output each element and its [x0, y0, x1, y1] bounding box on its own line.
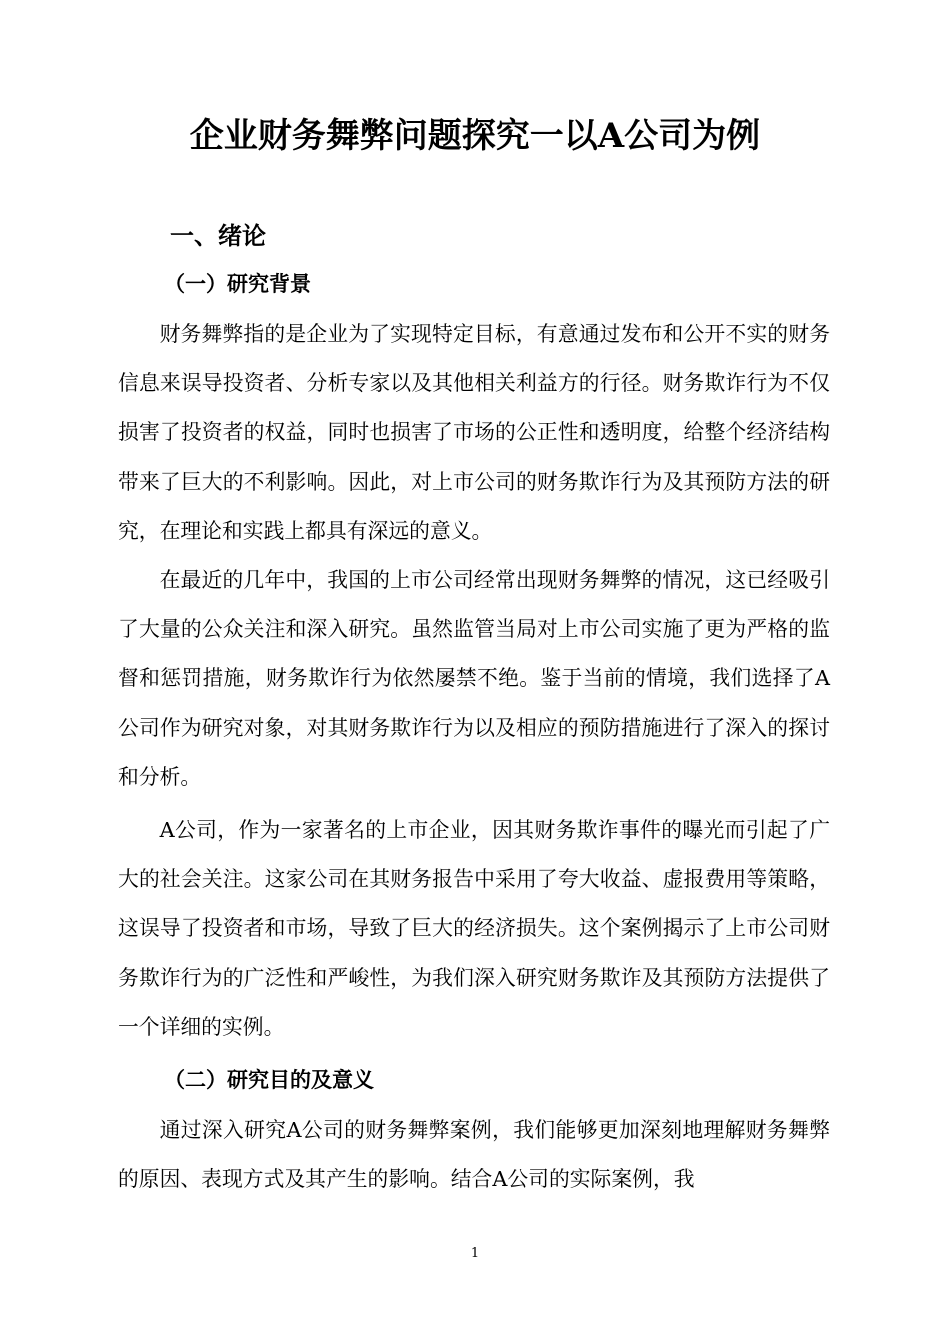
- paragraph-background-2: 在最近的几年中，我国的上市公司经常出现财务舞弊的情况，这已经吸引了大量的公众关注和深入研究。虽然监管当局对上市公司实施了更为严格的监督和惩罚措施，财务欺诈行为依然屡禁不绝。鉴于当前的情境，我们选择了A公司作为研究对象，对其财务欺诈行为以及相应的预防措施进行了深入的探讨和分析。: [118, 568, 830, 789]
- paragraph-background-3: A公司，作为一家著名的上市企业，因其财务欺诈事件的曝光而引起了广大的社会关注。这家公司在其财务报告中采用了夸大收益、虚报费用等策略，这误导了投资者和市场，导致了巨大的经济损失。这个案例揭示了上市公司财务欺诈行为的广泛性和严峻性，为我们深入研究财务欺诈及其预防方法提供了一个详细的实例。: [118, 818, 830, 1039]
- paragraph-background-1: 财务舞弊指的是企业为了实现特定目标，有意通过发布和公开不实的财务信息来误导投资者、分析专家以及其他相关利益方的行径。财务欺诈行为不仅损害了投资者的权益，同时也损害了市场的公正性和透明度，给整个经济结构带来了巨大的不利影响。因此，对上市公司的财务欺诈行为及其预防方法的研究，在理论和实践上都具有深远的意义。: [118, 322, 830, 543]
- subsection-heading-background: （一）研究背景: [164, 271, 311, 296]
- paragraph-purpose-1: 通过深入研究A公司的财务舞弊案例，我们能够更加深刻地理解财务舞弊的原因、表现方式及其产生的影响。结合A公司的实际案例，我: [118, 1118, 830, 1192]
- document-title: 企业财务舞弊问题探究一以A公司为例: [189, 116, 761, 156]
- page-number: 1: [470, 1246, 480, 1261]
- subsection-heading-purpose: （二）研究目的及意义: [164, 1067, 374, 1092]
- section-heading-introduction: 一、绪论: [170, 221, 266, 250]
